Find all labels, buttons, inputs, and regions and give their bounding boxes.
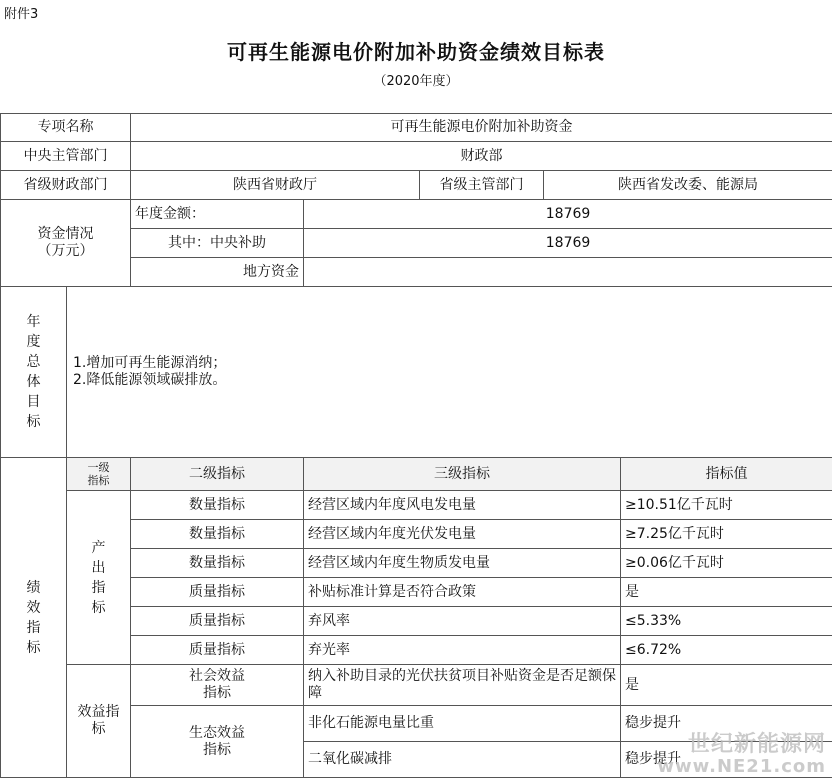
header-level1 — [67, 458, 131, 491]
social-value: 是 — [621, 665, 832, 706]
performance-target-table — [0, 113, 832, 778]
goal-item: 2.降低能源领域碳排放。 — [73, 372, 227, 388]
output-level2: 质量指标 — [131, 636, 304, 665]
page-title: 可再生能源电价附加补助资金绩效目标表 — [227, 40, 605, 64]
provincial-dept-value: 陕西省发改委、能源局 — [544, 171, 832, 200]
project-name-value: 可再生能源电价附加补助资金 — [131, 114, 832, 142]
annual-goal-label — [1, 287, 67, 458]
header-level3: 三级指标 — [304, 458, 621, 491]
output-level2: 质量指标 — [131, 578, 304, 607]
provincial-finance-label: 省级财政部门 — [1, 171, 131, 200]
annual-amount-label: 年度金额： — [131, 200, 304, 229]
eco-level3: 二氧化碳减排 — [304, 742, 621, 778]
benefit-indicators-label-text: 效益指 标 — [77, 704, 120, 737]
performance-indicators-label — [1, 458, 67, 778]
output-level2: 数量指标 — [131, 549, 304, 578]
central-dept-value: 财政部 — [131, 142, 832, 171]
attachment-label: 附件3 — [4, 7, 39, 22]
output-value: ≥10.51亿千瓦时 — [621, 491, 832, 520]
social-benefit-label — [131, 665, 304, 706]
eco-benefit-label — [131, 706, 304, 778]
central-subsidy-value: 18769 — [304, 229, 832, 258]
funds-label-line2: （万元） — [37, 243, 94, 259]
local-funds-value — [304, 258, 832, 287]
output-indicators-label-text: 产 出 指 标 — [91, 539, 106, 616]
output-level2: 质量指标 — [131, 607, 304, 636]
funds-label-line1: 资金情况 — [37, 226, 94, 242]
output-value: ≥0.06亿千瓦时 — [621, 549, 832, 578]
funds-label — [1, 200, 131, 287]
project-name-label: 专项名称 — [1, 114, 131, 142]
output-level2: 数量指标 — [131, 520, 304, 549]
benefit-indicators-label — [67, 665, 131, 778]
header-level2: 二级指标 — [131, 458, 304, 491]
provincial-finance-value: 陕西省财政厅 — [131, 171, 420, 200]
output-value: ≤6.72% — [621, 636, 832, 665]
output-value: ≥7.25亿千瓦时 — [621, 520, 832, 549]
watermark-name: 世纪新能源网 — [687, 732, 826, 757]
output-level3: 经营区域内年度光伏发电量 — [304, 520, 621, 549]
central-dept-label: 中央主管部门 — [1, 142, 131, 171]
eco-level3: 非化石能源电量比重 — [304, 706, 621, 742]
header-value: 指标值 — [621, 458, 832, 491]
social-benefit-label-text: 社会效益 指标 — [189, 668, 245, 701]
year-subtitle: （2020年度） — [373, 74, 459, 89]
local-funds-label: 地方资金 — [131, 258, 304, 287]
output-level3: 经营区域内年度生物质发电量 — [304, 549, 621, 578]
eco-value: 稳步提升 — [621, 742, 832, 778]
output-level2: 数量指标 — [131, 491, 304, 520]
annual-goal-content — [67, 287, 832, 458]
header-level1-text: 一级 指标 — [87, 461, 110, 487]
watermark-url: www.NE21.com — [657, 756, 826, 777]
output-value: 是 — [621, 578, 832, 607]
provincial-dept-label: 省级主管部门 — [420, 171, 544, 200]
output-level3: 补贴标准计算是否符合政策 — [304, 578, 621, 607]
annual-goal-label-text: 年 度 总 体 目 标 — [26, 314, 41, 430]
output-value: ≤5.33% — [621, 607, 832, 636]
watermark — [657, 734, 826, 778]
social-level3: 纳入补助目录的光伏扶贫项目补贴资金是否足额保障 — [304, 665, 621, 706]
output-indicators-label — [67, 491, 131, 665]
goal-item: 1.增加可再生能源消纳； — [73, 355, 227, 371]
eco-benefit-label-text: 生态效益 指标 — [189, 724, 245, 758]
output-level3: 经营区域内年度风电发电量 — [304, 491, 621, 520]
performance-indicators-label-text: 绩 效 指 标 — [26, 579, 41, 656]
annual-amount-value: 18769 — [304, 200, 832, 229]
eco-value: 稳步提升 — [621, 706, 832, 742]
output-level3: 弃风率 — [304, 607, 621, 636]
output-level3: 弃光率 — [304, 636, 621, 665]
central-subsidy-label: 其中：中央补助 — [131, 229, 304, 258]
